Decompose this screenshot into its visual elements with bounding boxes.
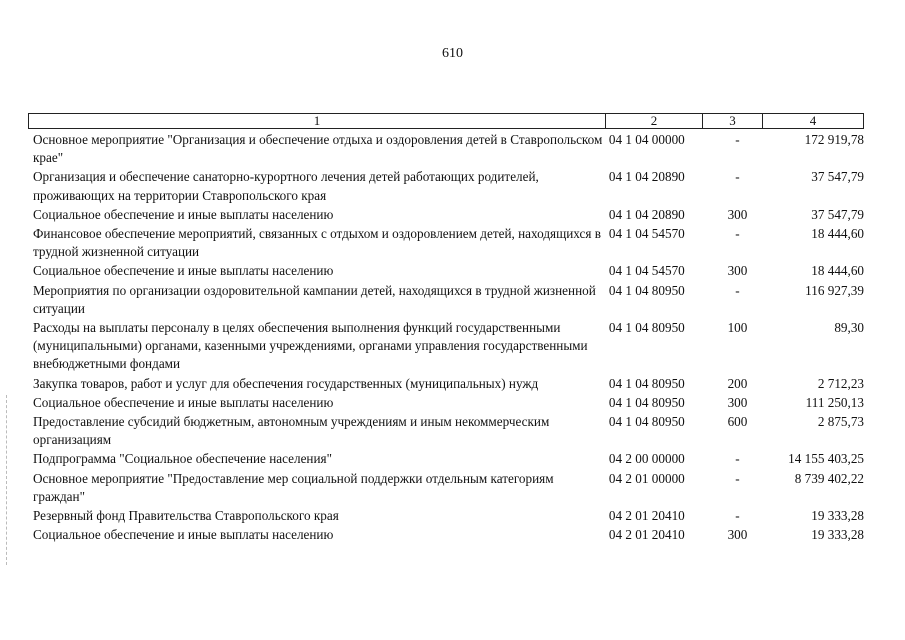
row-type: - [735, 508, 740, 524]
row-name: Резервный фонд Правительства Ставропольского края [33, 508, 339, 524]
row-name: Социальное обеспечение и иные выплаты населению [33, 206, 334, 222]
row-name: Социальное обеспечение и иные выплаты населению [33, 263, 334, 279]
row-type: - [735, 470, 740, 486]
row-code: 04 2 01 20410 [608, 527, 685, 543]
row-name: Социальное обеспечение и иные выплаты населению [33, 394, 334, 410]
row-name: Подпрограмма "Социальное обеспечение населения" [33, 451, 332, 467]
row-code: 04 2 01 20410 [608, 508, 685, 524]
row-name: Закупка товаров, работ и услуг для обеспечения государственных (муниципальных) нужд [33, 375, 539, 391]
row-code: 04 1 04 80950 [608, 375, 685, 391]
row-type: - [735, 226, 740, 242]
table-row [33, 375, 865, 393]
row-code: 04 1 04 80950 [608, 320, 685, 336]
row-sum: 37 547,79 [811, 169, 864, 185]
row-sum: 2 712,23 [817, 375, 864, 391]
row-code: 04 1 04 54570 [608, 263, 685, 279]
row-type: 100 [727, 320, 748, 336]
table-row [33, 470, 865, 506]
row-type: 300 [727, 527, 748, 543]
row-sum: 172 919,78 [804, 132, 864, 147]
row-code: 04 1 04 20890 [608, 169, 685, 185]
row-code: 04 2 00 00000 [608, 451, 685, 467]
row-sum: 14 155 403,25 [788, 451, 864, 467]
row-type: 300 [727, 263, 748, 279]
row-name: Основное мероприятие "Предоставление мер социальной поддержки отдельным категориям граждан" [33, 470, 554, 504]
row-type: 300 [727, 206, 748, 222]
row-sum: 19 333,28 [811, 527, 864, 543]
row-type: - [735, 451, 740, 467]
row-type: - [735, 169, 740, 185]
table-row [33, 450, 865, 468]
table-row [33, 282, 865, 318]
row-sum: 19 333,28 [811, 508, 864, 524]
row-name: Основное мероприятие "Организация и обеспечение отдыха и оздоровления детей в Ставропольском крае" [33, 132, 603, 166]
table-row [33, 131, 865, 167]
header-col-4: 4 [809, 113, 817, 128]
row-type: 600 [727, 414, 748, 430]
row-name: Финансовое обеспечение мероприятий, связанных с отдыхом и оздоровлением детей, находящихся в трудной жизненной ситуации [33, 226, 601, 260]
row-code: 04 1 04 54570 [608, 226, 685, 242]
row-type: 300 [727, 394, 748, 410]
table-row [33, 394, 865, 412]
row-name: Социальное обеспечение и иные выплаты населению [33, 527, 334, 543]
row-type: - [735, 132, 740, 147]
row-code: 04 2 01 00000 [608, 470, 685, 486]
row-name: Организация и обеспечение санаторно-курортного лечения детей работающих родителей, проживающих на территории Ставропольского края [33, 169, 539, 203]
table-row [33, 206, 865, 224]
table-row [33, 262, 865, 280]
table-row [33, 168, 865, 204]
row-code: 04 1 04 00000 [608, 132, 685, 147]
table-header [28, 113, 864, 129]
row-sum: 18 444,60 [811, 226, 864, 242]
row-sum: 2 875,73 [817, 414, 864, 430]
table-row [33, 319, 865, 374]
page-number: 610 [442, 46, 463, 61]
row-name: Расходы на выплаты персоналу в целях обеспечения выполнения функций государственными (муниципальными) органами, казенными учреждениями, органами управления государственными внебюджетными фондами [33, 320, 588, 372]
scan-margin-mark [6, 395, 8, 565]
row-code: 04 1 04 80950 [608, 394, 685, 410]
row-sum: 8 739 402,22 [794, 470, 864, 486]
header-col-1: 1 [29, 114, 606, 128]
row-code: 04 1 04 80950 [608, 414, 685, 430]
header-col-3: 3 [703, 114, 763, 128]
table-row [33, 225, 865, 261]
row-sum: 89,30 [834, 320, 864, 336]
row-type: 200 [727, 375, 748, 391]
header-col-2: 2 [606, 114, 703, 128]
row-name: Предоставление субсидий бюджетным, автономным учреждениям и иным некоммерческим организациям [33, 414, 550, 448]
row-sum: 116 927,39 [805, 282, 864, 298]
row-sum: 37 547,79 [811, 206, 864, 222]
row-code: 04 1 04 20890 [608, 206, 685, 222]
table-row [33, 507, 865, 525]
row-sum: 18 444,60 [811, 263, 864, 279]
row-type: - [735, 282, 740, 298]
row-code: 04 1 04 80950 [608, 282, 685, 298]
row-sum: 111 250,13 [805, 394, 864, 410]
table-body [33, 131, 865, 545]
row-name: Мероприятия по организации оздоровительной кампании детей, находящихся в трудной жизненной ситуации [33, 282, 596, 316]
table-row [33, 413, 865, 449]
table-row [33, 526, 865, 544]
